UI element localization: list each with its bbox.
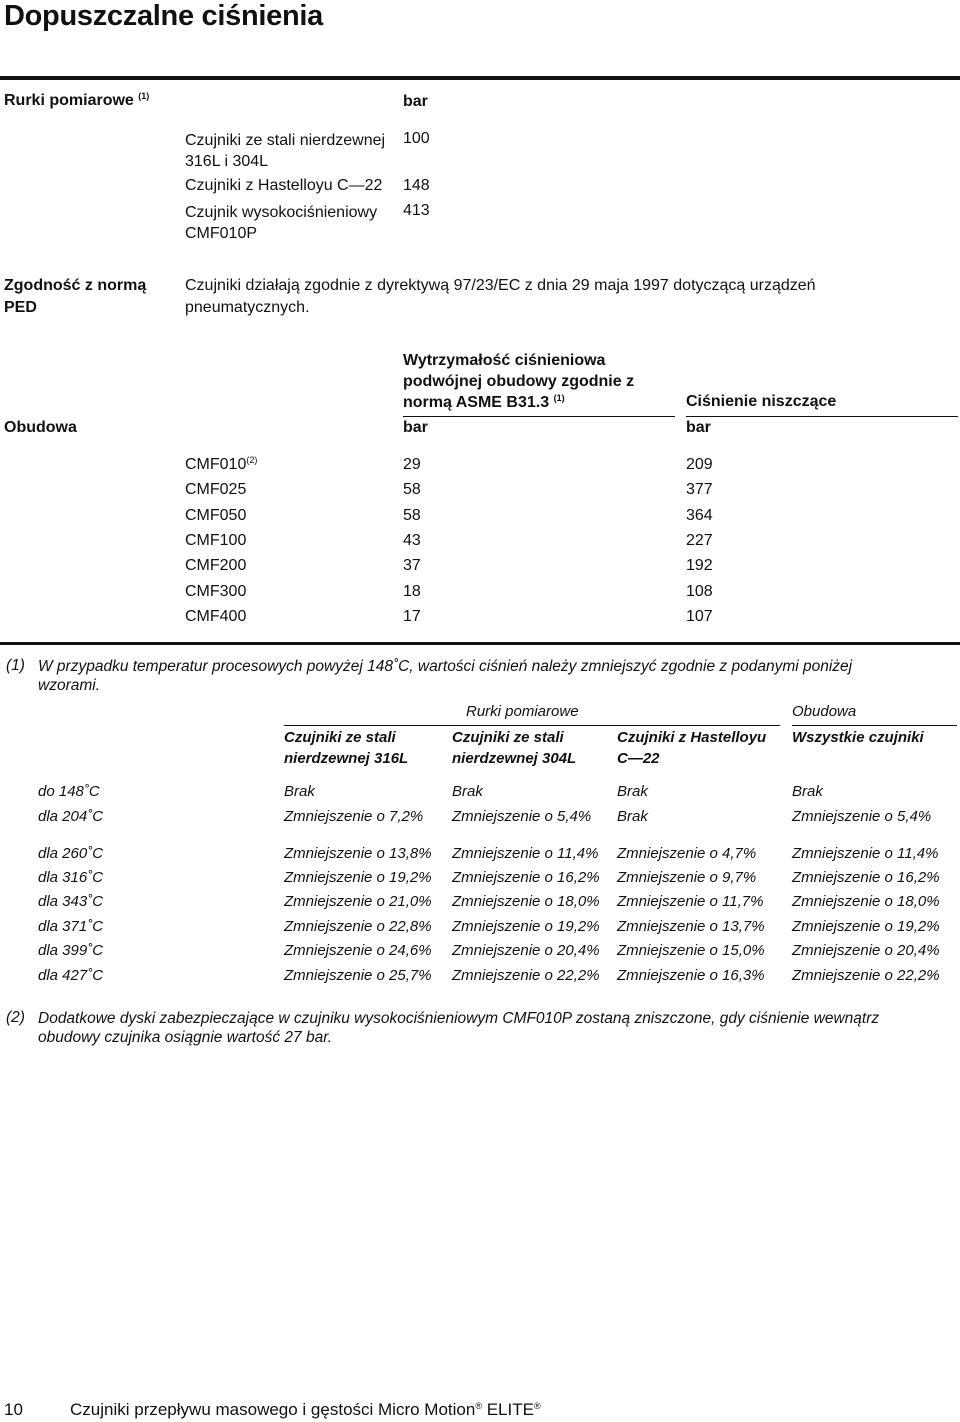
housing-col1-header-rule <box>403 416 675 417</box>
note-2-line1: Dodatkowe dyski zabezpieczające w czujniku wysokociśnieniowym CMF010P zostaną zniszczone, gdy ciśnienie wewnątrz <box>38 1010 880 1027</box>
derating-housing: Zmniejszenie o 19,2% <box>792 918 940 935</box>
housing-col2-header-rule <box>686 416 958 417</box>
derating-316l: Zmniejszenie o 24,6% <box>284 942 432 959</box>
tube-row-1-line2: 316L i 304L <box>185 153 269 170</box>
housing-row-2-v1: 58 <box>403 481 421 498</box>
housing-row-4-v2: 227 <box>686 532 713 549</box>
tube-row-3-line2: CMF010P <box>185 225 258 242</box>
housing-row-5-model: CMF200 <box>185 557 247 574</box>
derating-temp: dla 260˚C <box>38 845 104 862</box>
housing-col1-header-footnote: (1) <box>553 393 565 403</box>
housing-row-4-model: CMF100 <box>185 532 247 549</box>
tube-row-2-value: 148 <box>403 177 430 194</box>
derating-col1-header <box>284 727 408 769</box>
housing-row-5-v1: 37 <box>403 557 421 574</box>
ped-text <box>185 275 816 319</box>
tube-row-1-name <box>185 130 385 172</box>
tube-row-2-name: Czujniki z Hastelloyu C—22 <box>185 177 383 194</box>
housing-row-6-v1: 18 <box>403 583 421 600</box>
derating-housing: Zmniejszenie o 11,4% <box>792 845 939 862</box>
derating-304l: Zmniejszenie o 16,2% <box>452 869 600 886</box>
derating-304l: Zmniejszenie o 5,4% <box>452 808 592 825</box>
tubes-label-footnote: (1) <box>138 91 150 101</box>
title-rule <box>0 76 960 80</box>
housing-unit-2: bar <box>686 419 711 436</box>
tube-row-1-value: 100 <box>403 130 430 147</box>
derating-304l: Zmniejszenie o 22,2% <box>452 967 600 984</box>
derating-col1-header-line1: Czujniki ze stali <box>284 729 396 746</box>
housing-row-7-v2: 107 <box>686 608 713 625</box>
derating-hastelloy: Brak <box>617 783 648 800</box>
derating-col3-header-line1: Czujniki z Hastelloyu <box>617 729 767 746</box>
derating-temp: dla 371˚C <box>38 918 104 935</box>
derating-temp: dla 343˚C <box>38 893 104 910</box>
housing-row-3-model: CMF050 <box>185 507 247 524</box>
derating-hastelloy: Zmniejszenie o 15,0% <box>617 942 765 959</box>
housing-row-1-v1: 29 <box>403 456 421 473</box>
footer-registered-mark-1: ® <box>475 1401 482 1411</box>
derating-temp: dla 427˚C <box>38 967 104 984</box>
tube-row-3-value: 413 <box>403 202 430 219</box>
note-1-marker: (1) <box>6 657 25 674</box>
footer-product-text: Czujniki przepływu masowego i gęstości Micro Motion <box>70 1400 476 1419</box>
section-rule <box>0 642 960 645</box>
table-row <box>0 869 960 891</box>
derating-304l: Zmniejszenie o 11,4% <box>452 845 599 862</box>
table-row <box>0 808 960 830</box>
note-1-line2: wzorami. <box>38 677 101 694</box>
tubes-label-text: Rurki pomiarowe <box>4 92 134 109</box>
derating-temp: dla 204˚C <box>38 808 104 825</box>
housing-col1-header-line3: normą ASME B31.3 <box>403 394 550 411</box>
derating-housing: Zmniejszenie o 16,2% <box>792 869 940 886</box>
table-row <box>0 783 960 805</box>
derating-col4-header: Wszystkie czujniki <box>792 729 924 746</box>
housing-row-3-v1: 58 <box>403 507 421 524</box>
housing-row-3-v2: 364 <box>686 507 713 524</box>
housing-row-1-model <box>185 456 257 474</box>
housing-unit-1: bar <box>403 419 428 436</box>
derating-hastelloy: Zmniejszenie o 9,7% <box>617 869 757 886</box>
ped-label-line2: PED <box>4 299 37 316</box>
derating-group-housing-rule <box>792 725 957 726</box>
derating-316l: Zmniejszenie o 19,2% <box>284 869 432 886</box>
derating-316l: Zmniejszenie o 21,0% <box>284 893 432 910</box>
derating-304l: Zmniejszenie o 18,0% <box>452 893 600 910</box>
derating-col2-header <box>452 727 576 769</box>
derating-hastelloy: Brak <box>617 808 648 825</box>
derating-housing: Zmniejszenie o 18,0% <box>792 893 940 910</box>
derating-housing: Zmniejszenie o 20,4% <box>792 942 940 959</box>
housing-col1-header-line2: podwójnej obudowy zgodnie z <box>403 373 635 390</box>
housing-col1-header-line3-wrap <box>403 392 634 413</box>
ped-label-line1: Zgodność z normą <box>4 277 147 294</box>
table-row <box>0 845 960 867</box>
derating-304l: Brak <box>452 783 483 800</box>
table-row <box>0 918 960 940</box>
housing-row-1-model-text: CMF010 <box>185 456 247 473</box>
table-row <box>0 967 960 989</box>
note-2-text <box>38 1009 879 1047</box>
tube-row-1-line1: Czujniki ze stali nierdzewnej <box>185 132 386 149</box>
derating-col1-header-line2: nierdzewnej 316L <box>284 750 409 767</box>
ped-text-line1: Czujniki działają zgodnie z dyrektywą 97/23/EC z dnia 29 maja 1997 dotyczącą urządzeń <box>185 277 816 294</box>
housing-row-2-v2: 377 <box>686 481 713 498</box>
derating-hastelloy: Zmniejszenie o 4,7% <box>617 845 757 862</box>
tubes-unit: bar <box>403 93 428 110</box>
note-1-text <box>38 657 852 695</box>
page-title: Dopuszczalne ciśnienia <box>4 0 323 32</box>
derating-col2-header-line2: nierdzewnej 304L <box>452 750 577 767</box>
derating-col3-header-line2: C—22 <box>617 750 660 767</box>
footer-registered-mark-2: ® <box>533 1401 541 1411</box>
housing-row-7-v1: 17 <box>403 608 421 625</box>
derating-316l: Brak <box>284 783 315 800</box>
table-row <box>0 942 960 964</box>
derating-316l: Zmniejszenie o 25,7% <box>284 967 432 984</box>
ped-label <box>4 275 146 319</box>
derating-304l: Zmniejszenie o 19,2% <box>452 918 600 935</box>
tube-row-3-line1: Czujnik wysokociśnieniowy <box>185 204 378 221</box>
housing-row-1-v2: 209 <box>686 456 713 473</box>
derating-temp: dla 399˚C <box>38 942 104 959</box>
note-2-line2: obudowy czujnika osiągnie wartość 27 bar. <box>38 1029 333 1046</box>
derating-col3-header <box>617 727 766 769</box>
footer-brand: ELITE <box>486 1400 534 1419</box>
derating-temp: do 148˚C <box>38 783 100 800</box>
housing-row-1-footnote: (2) <box>246 455 258 465</box>
derating-hastelloy: Zmniejszenie o 13,7% <box>617 918 765 935</box>
footer-text <box>70 1400 541 1420</box>
derating-housing: Brak <box>792 783 823 800</box>
derating-col2-header-line1: Czujniki ze stali <box>452 729 564 746</box>
housing-row-6-v2: 108 <box>686 583 713 600</box>
derating-316l: Zmniejszenie o 22,8% <box>284 918 432 935</box>
derating-housing: Zmniejszenie o 22,2% <box>792 967 940 984</box>
tube-row-3-name <box>185 202 377 244</box>
housing-row-4-v1: 43 <box>403 532 421 549</box>
note-1-line1: W przypadku temperatur procesowych powyżej 148˚C, wartości ciśnień należy zmniejszyć zgodnie z podanymi poniżej <box>38 658 853 675</box>
derating-group-tubes-rule <box>284 725 780 726</box>
derating-304l: Zmniejszenie o 20,4% <box>452 942 600 959</box>
derating-temp: dla 316˚C <box>38 869 104 886</box>
table-row <box>0 893 960 915</box>
housing-row-5-v2: 192 <box>686 557 713 574</box>
derating-316l: Zmniejszenie o 7,2% <box>284 808 424 825</box>
derating-hastelloy: Zmniejszenie o 16,3% <box>617 967 765 984</box>
housing-row-2-model: CMF025 <box>185 481 247 498</box>
derating-group-housing: Obudowa <box>792 703 857 720</box>
housing-col1-header <box>403 350 634 413</box>
note-2-marker: (2) <box>6 1009 25 1026</box>
housing-row-7-model: CMF400 <box>185 608 247 625</box>
housing-label: Obudowa <box>4 419 77 436</box>
derating-housing: Zmniejszenie o 5,4% <box>792 808 932 825</box>
derating-hastelloy: Zmniejszenie o 11,7% <box>617 893 764 910</box>
housing-col2-header: Ciśnienie niszczące <box>686 393 837 410</box>
housing-col1-header-line1: Wytrzymałość ciśnieniowa <box>403 352 606 369</box>
page-number: 10 <box>4 1400 23 1419</box>
ped-text-line2: pneumatycznych. <box>185 299 310 316</box>
tubes-label <box>4 92 149 110</box>
housing-row-6-model: CMF300 <box>185 583 247 600</box>
derating-316l: Zmniejszenie o 13,8% <box>284 845 432 862</box>
derating-group-tubes: Rurki pomiarowe <box>466 703 579 720</box>
